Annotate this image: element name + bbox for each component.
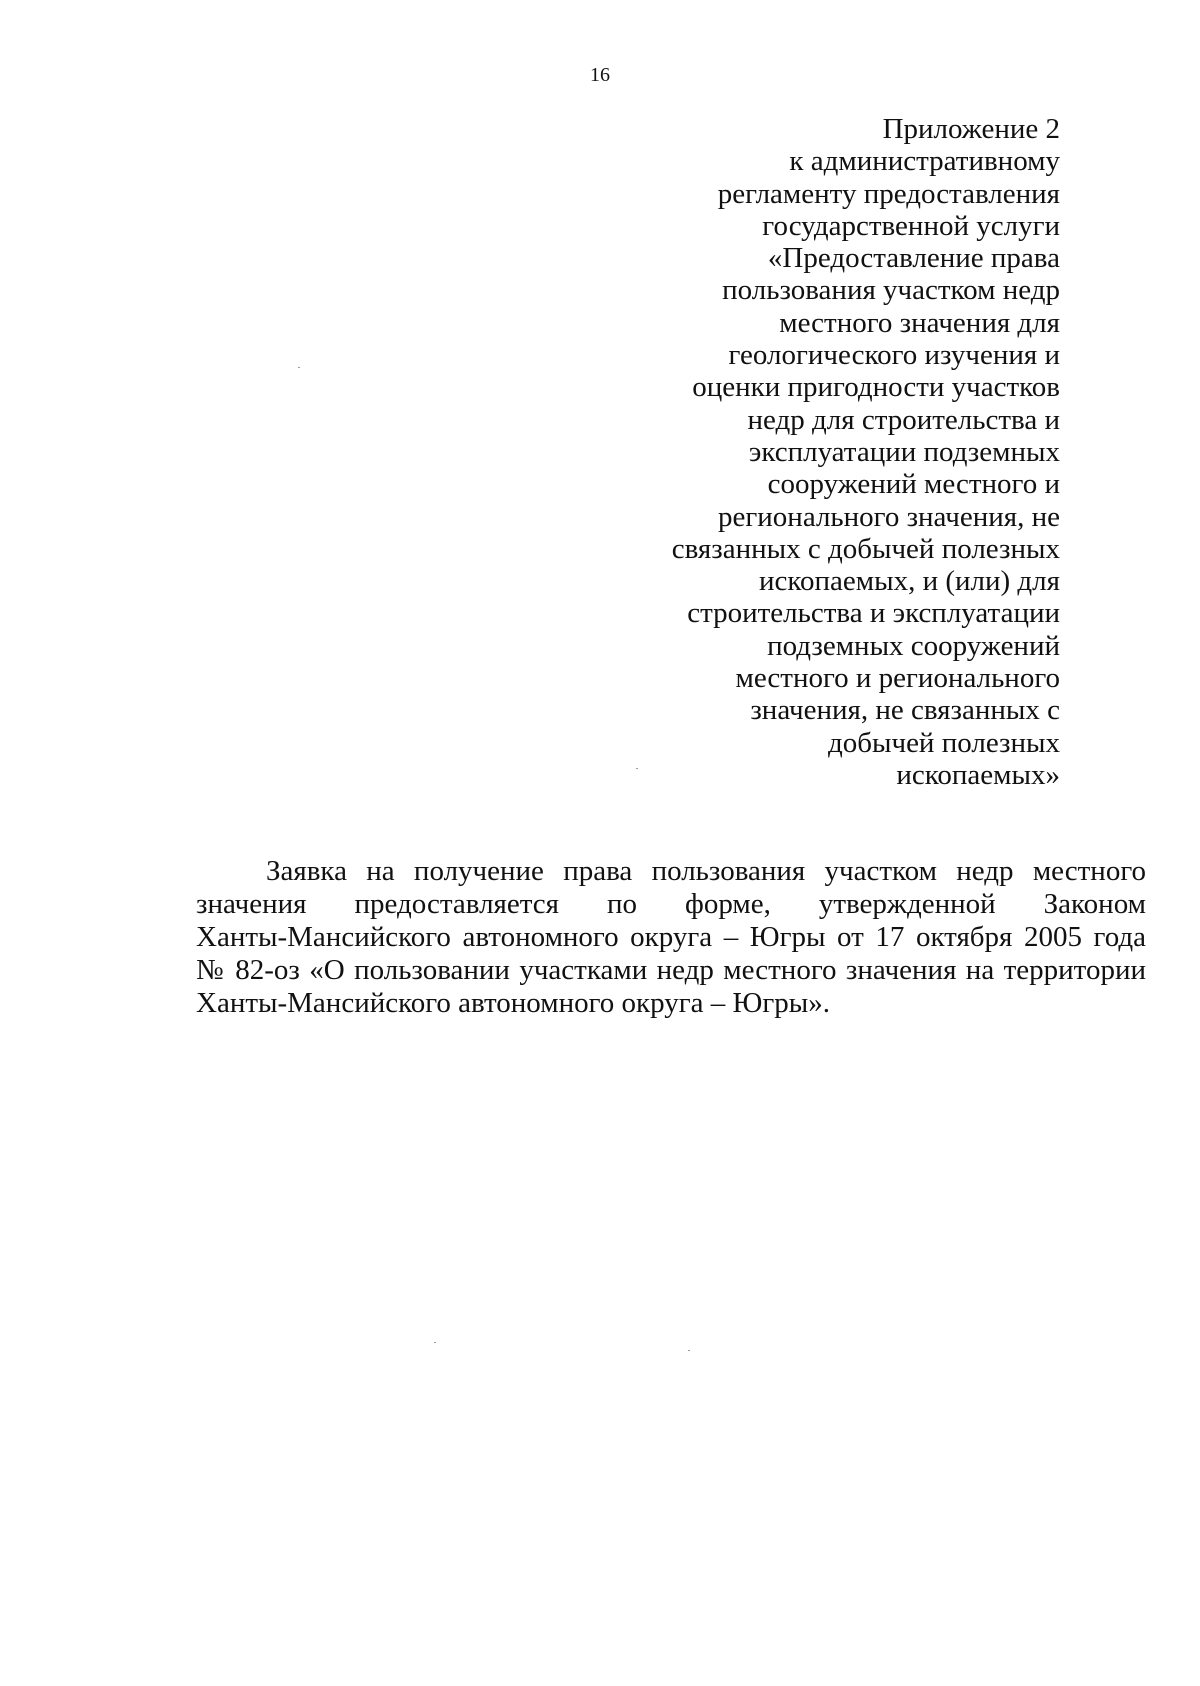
appendix-header [600, 113, 1060, 791]
appendix-line: «Предоставление права [767, 242, 1060, 275]
appendix-line: пользования участком недр [722, 274, 1060, 307]
appendix-line: строительства и эксплуатации [687, 597, 1060, 630]
appendix-line: подземных сооружений [767, 629, 1060, 662]
appendix-line: значения, не связанных с [750, 694, 1060, 727]
appendix-line: местного значения для [779, 306, 1060, 339]
appendix-line: ископаемых, и (или) для [758, 565, 1060, 598]
appendix-line: эксплуатации подземных [748, 435, 1060, 468]
appendix-line: сооружений местного и [767, 468, 1060, 501]
scan-speck [688, 1350, 690, 1351]
paragraph-line: Ханты-Мансийского автономного округа – Югры». [196, 987, 830, 1019]
appendix-line: к административному [789, 145, 1060, 178]
scan-speck [434, 1342, 436, 1343]
appendix-line: регламенту предоставления [717, 177, 1060, 210]
appendix-line: геологического изучения и [728, 339, 1060, 372]
appendix-line: недр для строительства и [747, 403, 1060, 436]
appendix-line: оценки пригодности участков [692, 371, 1060, 404]
scan-speck [636, 768, 638, 769]
paragraph-line: № 82-оз «О пользовании участками недр местного значения на территории [196, 954, 1146, 986]
paragraph-line: значения предоставляется по форме, утвержденной Законом [196, 888, 1146, 920]
appendix-line: добычей полезных [827, 726, 1060, 759]
appendix-line: Приложение 2 [882, 113, 1060, 145]
application-paragraph [196, 855, 1146, 1020]
scan-speck [298, 367, 300, 368]
paragraph-line: Заявка на получение права пользования участком недр местного [266, 855, 1146, 887]
appendix-line: связанных с добычей полезных [671, 532, 1060, 565]
appendix-line: государственной услуги [762, 209, 1060, 242]
appendix-line: ископаемых» [896, 758, 1060, 791]
paragraph-line: Ханты-Мансийского автономного округа – Югры от 17 октября 2005 года [196, 921, 1146, 953]
appendix-line: регионального значения, не [718, 500, 1060, 533]
page-number: 16 [590, 64, 610, 86]
appendix-line: местного и регионального [735, 662, 1060, 695]
